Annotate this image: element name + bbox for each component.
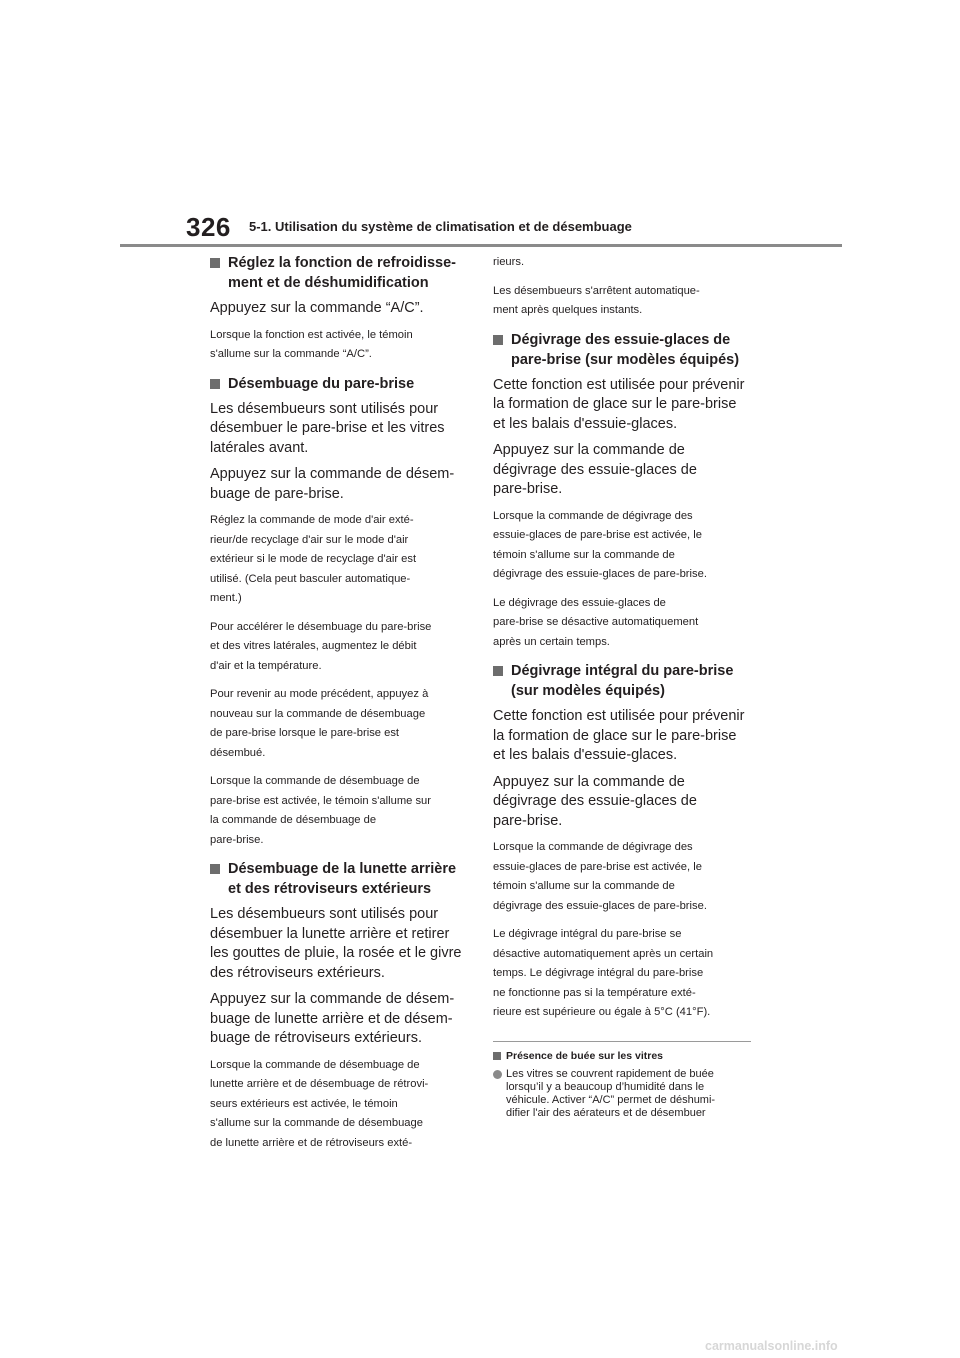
square-bullet-icon [210, 864, 220, 874]
note-divider [493, 1041, 751, 1042]
square-bullet-icon [210, 258, 220, 268]
paragraph: Lorsque la commande de dégivrage des essuie-glaces de pare-brise est activée, le témoin s'allume sur la commande de dégivrage des essuie-glaces de pare-brise. [493, 841, 707, 912]
paragraph: Cette fonction est utilisée pour prévenir la formation de glace sur le pare-brise et les balais d'essuie-glaces. [493, 708, 745, 763]
paragraph: Lorsque la commande de désembuage de lunette arrière et de désembuage de rétrovi- seurs extérieurs est activée, le témoin s'allume sur la commande de désembuage de lunette arrière et de rétroviseurs exté- [210, 1058, 429, 1149]
square-bullet-icon [210, 379, 220, 389]
heading-line: Réglez la fonction de refroidisse- [228, 255, 457, 271]
right-column [493, 253, 755, 1120]
paragraph: Cette fonction est utilisée pour prévenir la formation de glace sur le pare-brise et les balais d'essuie-glaces. [493, 376, 745, 432]
section-heading-refroidissement [210, 253, 468, 293]
section-heading-lunette-arriere [210, 859, 468, 899]
section-heading-desembuage-pare-brise [210, 374, 468, 394]
note-heading: Présence de buée sur les vitres [493, 1048, 755, 1064]
heading-line: ment et de déshumidification [228, 275, 429, 291]
heading-line: et des rétroviseurs extérieurs [228, 881, 432, 897]
chapter-title: 5-1. Utilisation du système de climatisation et de désembuage [249, 219, 632, 234]
section-heading-degivrage-integral [493, 661, 755, 701]
paragraph: Réglez la commande de mode d'air exté- rieur/de recyclage d'air sur le mode d'air extérieur si le mode de recyclage d'air est utilisé. (Cela peut basculer automatique- ment.) [210, 514, 417, 604]
heading-line: Dégivrage intégral du pare-brise [511, 663, 734, 679]
heading-line: Désembuage de la lunette arrière [228, 861, 457, 877]
page-header [0, 0, 960, 250]
paragraph: Lorsque la commande de dégivrage des essuie-glaces de pare-brise est activée, le témoin s'allume sur la commande de dégivrage des essuie-glaces de pare-brise. [493, 509, 707, 580]
note-bullet-item: Les vitres se couvrent rapidement de buée lorsqu’il y a beaucoup d’humidité dans le véhicule. Activer “A/C” permet de déshumi- difier l'air des aérateurs et de désembuer [493, 1068, 755, 1120]
paragraph: Pour revenir au mode précédent, appuyez à nouveau sur la commande de désembuage de pare-brise lorsque le pare-brise est désembué. [210, 688, 429, 759]
heading-line: Dégivrage des essuie-glaces de [511, 331, 731, 348]
paragraph: Les désembueurs sont utilisés pour désembuer le pare-brise et les vitres latérales avant. [210, 400, 445, 456]
watermark-link[interactable]: carmanualsonline.info [705, 1339, 838, 1353]
header-divider [120, 244, 842, 247]
paragraph: Appuyez sur la commande de dégivrage des essuie-glaces de pare-brise. [493, 773, 697, 829]
paragraph: Appuyez sur la commande de désem- buage de lunette arrière et de désem- buage de rétroviseurs extérieurs. [210, 991, 455, 1046]
paragraph: Appuyez sur la commande de dégivrage des essuie-glaces de pare-brise. [493, 442, 697, 497]
paragraph: Appuyez sur la commande “A/C”. [210, 300, 424, 316]
page-number: 326 [186, 212, 231, 242]
paragraph: Pour accélérer le désembuage du pare-brise et des vitres latérales, augmentez le débit d'air et la température. [210, 620, 432, 672]
paragraph: Le dégivrage intégral du pare-brise se désactive automatiquement après un certain temps. Le dégivrage intégral du pare-brise ne fonctionne pas si la température exté- rieure est supérieure ou égale à 5°C (41°F). [493, 928, 714, 1018]
paragraph: Le dégivrage des essuie-glaces de pare-brise se désactive automatiquement après un certain temps. [493, 596, 699, 648]
paragraph: rieurs. [493, 256, 525, 268]
paragraph: Appuyez sur la commande de désem- buage de pare-brise. [210, 466, 455, 502]
round-bullet-icon [493, 1070, 502, 1079]
heading-line: Désembuage du pare-brise [228, 375, 415, 392]
square-bullet-icon [493, 335, 503, 345]
paragraph: Les désembueurs sont utilisés pour désembuer la lunette arrière et retirer les gouttes de pluie, la rosée et le givre des rétroviseurs extérieurs. [210, 906, 462, 981]
paragraph: Les désembueurs s'arrêtent automatique- ment après quelques instants. [493, 284, 700, 316]
left-column [210, 253, 468, 1162]
section-heading-degivrage-essuie-glaces [493, 330, 755, 370]
paragraph: Lorsque la commande de désembuage de pare-brise est activée, le témoin s'allume sur la commande de désembuage de pare-brise. [210, 775, 432, 846]
heading-line: (sur modèles équipés) [511, 683, 665, 699]
paragraph: Lorsque la fonction est activée, le témoin s'allume sur la commande “A/C”. [210, 328, 413, 360]
heading-line: pare-brise (sur modèles équipés) [511, 351, 740, 368]
square-bullet-icon [493, 1052, 501, 1060]
square-bullet-icon [493, 666, 503, 676]
